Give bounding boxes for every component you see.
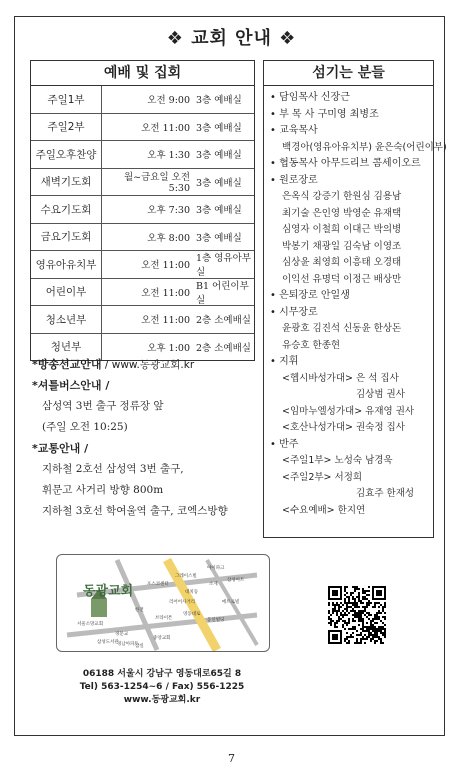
shuttle-label: *셔틀버스안내 / [32, 379, 110, 392]
worship-time: 오전 11:00 [141, 260, 190, 272]
worship-header: 예배 및 집회 [31, 61, 254, 86]
map-label: 중앙교회 [153, 636, 171, 641]
address-block [56, 668, 268, 707]
transport-line-2: 휘문고 사거리 방향 800m [42, 484, 164, 496]
broadcast-line [32, 354, 260, 375]
map-label: 삼성아트 [227, 578, 245, 583]
transport-line-3: 지하철 3호선 학여울역 출구, 코엑스방향 [42, 505, 228, 517]
church-map [56, 554, 270, 652]
worship-row [31, 169, 254, 197]
worship-time: 오후 8:00 [147, 232, 190, 244]
map-church-name: 동광교회 [83, 584, 134, 599]
map-drawing [57, 555, 269, 651]
worship-time: 오전 11:00 [141, 287, 190, 299]
transport-line-1: 지하철 2호선 삼성역 3번 출구, [42, 463, 184, 475]
serving-name-line: <헵시바성가대> 은 석 집사 [282, 372, 399, 384]
broadcast-link[interactable]: / www.동광교회.kr [101, 359, 195, 371]
map-label: 그레이스빌 [175, 574, 197, 579]
worship-time: 오전 11:00 [141, 315, 190, 327]
worship-name: 청소년부 [31, 306, 102, 333]
worship-name: 영유아유치부 [31, 251, 102, 278]
serving-name-line: <임마누엘성가대> 유재영 권사 [282, 405, 415, 417]
website-link[interactable]: www.동광교회.kr [123, 695, 201, 705]
worship-name: 금요기도회 [31, 224, 102, 251]
shuttle-line-1: 삼성역 3번 출구 정류장 앞 [42, 400, 164, 412]
worship-name: 주일오후찬양 [31, 141, 102, 168]
map-label: 메트로빌 [222, 600, 240, 605]
shuttle-line-2: (주일 오전 10:25) [42, 421, 128, 433]
broadcast-label: *방송선교안내 [32, 358, 102, 371]
serving-name-line: 김상범 권사 [356, 389, 405, 400]
worship-row [31, 306, 254, 334]
worship-place: 2층 소예배실 [196, 315, 251, 327]
worship-place: 3층 예배실 [196, 232, 242, 244]
serving-name-line: <수요예배> 한지연 [282, 504, 366, 516]
worship-name: 수요기도회 [31, 196, 102, 223]
serving-name-line: 이익선 유명덕 이정근 배상만 [282, 273, 402, 285]
serving-name-line: 은옥식 강증기 한원심 김용남 [282, 191, 402, 202]
map-label: 아이파크 [207, 566, 225, 571]
map-label: 서울소망교회 [77, 622, 104, 627]
map-label: 영동대로 [183, 612, 201, 617]
address-line: 06188 서울시 강남구 영동대로65길 8 [82, 669, 242, 679]
worship-time: 오후 1:00 [147, 342, 190, 354]
worship-place: 1층 영유아부실 [196, 253, 251, 279]
serving-name-line: 백경아(영유아유치부) 윤은숙(어린이부) [282, 141, 447, 153]
phone-fax-line: Tel) 563-1254~6 / Fax) 556-1225 [79, 682, 245, 692]
worship-rows [31, 86, 254, 360]
worship-time: 오후 1:30 [147, 150, 190, 162]
church-building-icon [91, 599, 107, 617]
worship-place: B1 어린이부실 [196, 280, 249, 306]
serving-list [264, 86, 447, 519]
serving-name-line: <주일1부> 노성숙 남경욱 [282, 455, 393, 466]
worship-row [31, 196, 254, 224]
map-label: 포스코센터 [147, 582, 169, 587]
worship-row [31, 141, 254, 169]
worship-place: 2층 소예배실 [196, 342, 251, 354]
worship-name: 주일1부 [31, 86, 102, 113]
serving-name-line: 심영자 이철희 이대근 박의병 [282, 224, 402, 235]
map-label: 경남아파트 [117, 642, 139, 647]
serving-header: 섬기는 분들 [264, 61, 433, 86]
worship-place: 3층 예배실 [196, 177, 242, 189]
page-number: 7 [228, 752, 235, 765]
worship-name: 새벽기도회 [31, 169, 102, 196]
serving-name-line: 최기술 은인영 박영순 유재택 [282, 207, 402, 219]
serving-role-line: • 은퇴장로 안일생 [270, 290, 350, 301]
worship-time: 오전 11:00 [141, 122, 190, 134]
serving-role-line: • 시무장로 [270, 306, 318, 318]
worship-place: 3층 예배실 [196, 205, 242, 217]
map-label: 경문교 [115, 632, 129, 637]
worship-time: 오전 9:00 [147, 95, 190, 107]
map-label: 동인빌딩 [207, 618, 225, 623]
serving-name-line: <호산나성가대> 권숙정 집사 [282, 422, 405, 433]
worship-row [31, 251, 254, 279]
map-label: 한전 [135, 608, 144, 613]
serving-name-line: <주일2부> 서정희 [282, 471, 363, 483]
serving-role-line: • 협동목사 아무드리브 콤세이오르 [270, 158, 421, 169]
worship-row [31, 86, 254, 114]
worship-time: 월~금요일 오전 5:30 [123, 172, 190, 195]
map-label: 소재 [209, 582, 218, 587]
serving-role-line: • 원로장로 [270, 174, 318, 186]
info-section [32, 354, 260, 522]
serving-role-line: • 부 목 사 구미영 최병조 [270, 108, 379, 120]
worship-table [30, 60, 255, 361]
map-label: 리어어사거리 [169, 600, 196, 605]
serving-name-line: 심상윤 최영희 이흥태 오경태 [282, 257, 402, 268]
worship-row [31, 224, 254, 252]
worship-name: 주일2부 [31, 114, 102, 141]
serving-role-line: • 반주 [270, 438, 299, 450]
transport-label: *교통안내 / [32, 442, 89, 455]
qr-code-icon[interactable] [328, 586, 386, 644]
serving-role-line: • 담임목사 신장근 [270, 92, 350, 103]
worship-place: 3층 예배실 [196, 95, 242, 107]
worship-name: 청년부 [31, 334, 102, 361]
serving-box [263, 60, 447, 538]
serving-name-line: 김효주 한재성 [356, 488, 415, 499]
worship-time: 오후 7:30 [147, 205, 190, 217]
map-label: 브라이튼 [155, 616, 173, 621]
worship-name: 어린이부 [31, 279, 102, 306]
worship-place: 3층 예배실 [196, 150, 242, 162]
serving-role-line: • 지휘 [270, 356, 299, 367]
map-label: 삼성도서관 [97, 640, 119, 645]
worship-row [31, 279, 254, 307]
serving-role-line: • 교육목사 [270, 125, 318, 136]
page-title: ❖ 교회 안내 ❖ [166, 28, 297, 49]
serving-name-line: 박봉기 채광일 김숙남 이영조 [282, 240, 402, 252]
worship-row [31, 114, 254, 142]
map-label: 잠실 [135, 644, 144, 649]
serving-name-line: 윤광호 김진석 신동윤 한상돈 [282, 323, 402, 334]
serving-name-line: 유승호 한종현 [282, 339, 341, 351]
worship-place: 3층 예배실 [196, 122, 242, 134]
map-label: 대치동 [185, 590, 199, 595]
